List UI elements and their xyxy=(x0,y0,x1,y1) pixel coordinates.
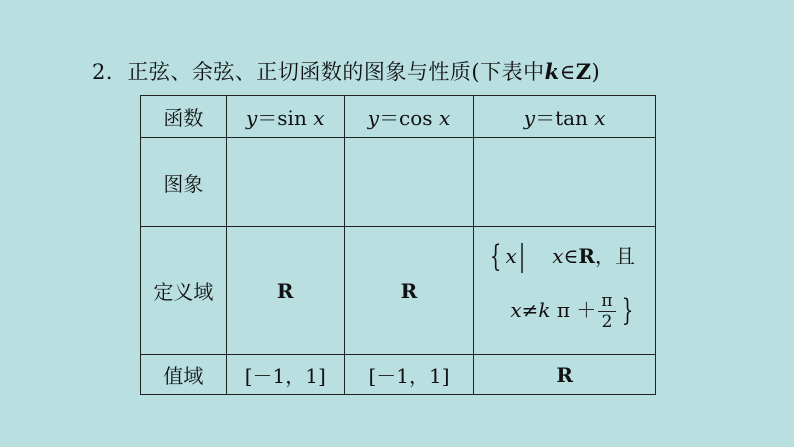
graph-tan-cell xyxy=(474,138,656,227)
pi-over-2-fraction: $\frac{\pi}{2}$ xyxy=(598,291,615,332)
heading-text: 正弦、余弦、正切函数的图象与性质(下表中 xyxy=(127,60,545,84)
header-sin: y＝sin x xyxy=(226,96,344,138)
table-header-row xyxy=(141,96,656,138)
domain-tan-line2: x≠k π ＋ $\frac{\pi}{2}$ } xyxy=(510,291,633,332)
section-heading xyxy=(92,56,600,86)
graph-row xyxy=(141,138,656,227)
domain-sin: R xyxy=(226,227,344,355)
heading-close: ) xyxy=(591,60,601,84)
heading-elem: ∈ xyxy=(559,60,576,84)
graph-sin-cell xyxy=(226,138,344,227)
heading-z: Z xyxy=(575,59,592,84)
range-label: 值域 xyxy=(141,355,227,395)
header-cos: y＝cos x xyxy=(344,96,474,138)
trig-properties-table xyxy=(140,95,656,395)
header-tan: y＝tan x xyxy=(474,96,656,138)
domain-tan-line1: { x| x∈R，且 xyxy=(490,239,635,274)
range-sin: [－1，1] xyxy=(226,355,344,395)
domain-tan-cell xyxy=(474,227,656,355)
header-label: 函数 xyxy=(141,96,227,138)
heading-number: 2． xyxy=(92,60,128,84)
domain-cos: R xyxy=(344,227,474,355)
domain-label: 定义域 xyxy=(141,227,227,355)
graph-cos-cell xyxy=(344,138,474,227)
heading-k: k xyxy=(544,59,560,84)
range-tan: R xyxy=(474,355,656,395)
range-row xyxy=(141,355,656,395)
graph-label: 图象 xyxy=(141,138,227,227)
domain-row xyxy=(141,227,656,355)
range-cos: [－1，1] xyxy=(344,355,474,395)
